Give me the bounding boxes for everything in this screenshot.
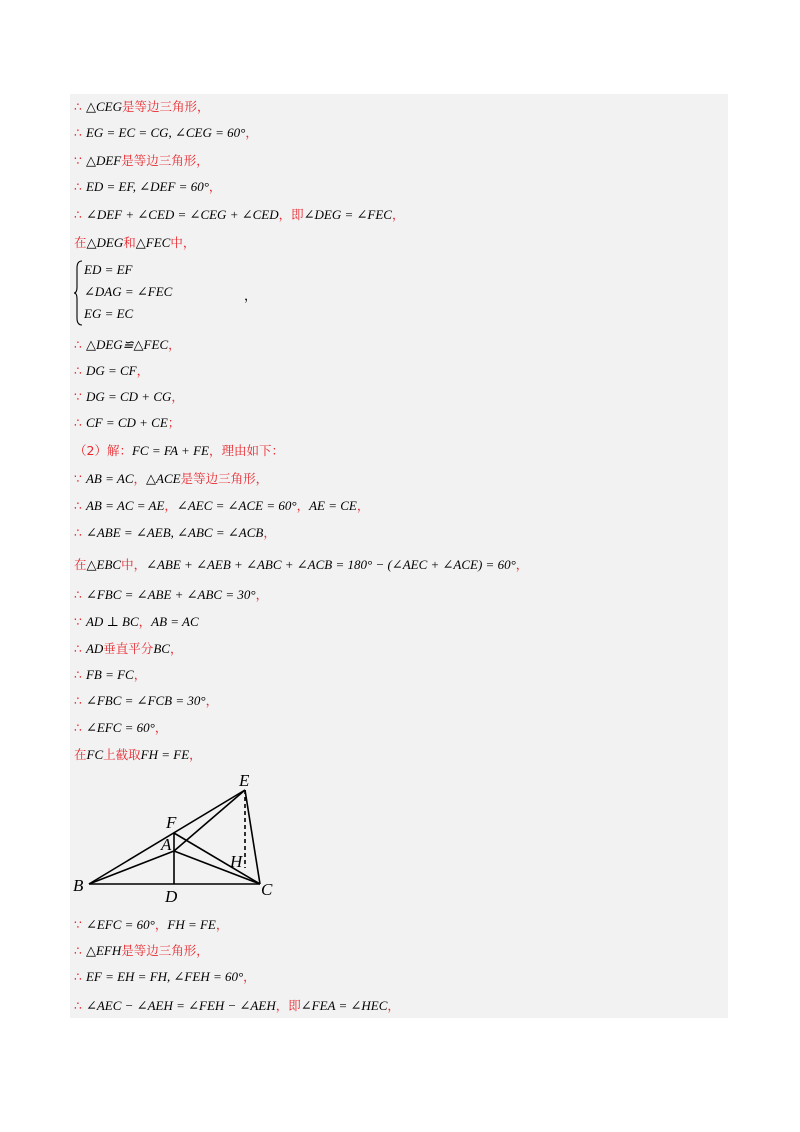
math-expression: ∠EFC = 60° [85,917,155,932]
logic-symbol: ∴ [74,179,82,194]
geometry-figure [70,772,310,907]
logic-symbol: ∴ [74,998,82,1013]
line-text: 和 [123,235,136,250]
line-text: ， [154,917,168,932]
solution-line [74,178,221,197]
logic-symbol: ∴ [74,99,82,114]
math-expression: ∠DEG = ∠FEC [303,207,392,222]
line-text: 上截取 [103,747,141,762]
line-text: ， [356,498,370,513]
math-expression: DG = CD + CG [85,389,172,404]
logic-symbol: ∵ [74,614,82,629]
line-prefix: 在 [74,747,87,762]
line-text: 垂直平分 [103,641,154,656]
logic-symbol: ∴ [74,587,82,602]
solution-line [74,942,209,961]
math-expression: △DEG [86,235,124,250]
segment-BA [89,851,174,884]
solution-line [74,640,182,659]
math-expression: ∠ABE + ∠AEB + ∠ABC + ∠ACB = 180° − (∠AEC + ∠ACE) = 60° [146,557,516,572]
line-text: 是等边三角形， [121,99,210,114]
math-expression: ∠EFC = 60° [85,720,155,735]
system-eq-3: EG = EC [84,306,134,321]
segment-AE [174,790,245,851]
line-text: ， [296,498,310,513]
math-expression: BC [153,641,170,656]
math-expression: DG = CF [85,363,137,378]
system-comma: ， [244,289,258,304]
label-D: D [165,887,178,906]
logic-symbol: ∴ [74,943,82,958]
logic-symbol: ∴ [74,693,82,708]
math-expression: CF = CD + CE [85,415,168,430]
line-text: ， [154,720,168,735]
line-text: ， [243,969,256,984]
line-text: ， [171,389,184,404]
left-brace-icon [74,260,84,326]
line-text: ， [255,587,269,602]
math-expression: ∠AEC = ∠ACE = 60° [176,498,297,513]
line-text: 是等边三角形， [180,471,269,486]
logic-symbol: ∴ [74,667,82,682]
math-expression: ∠AEC − ∠AEH = ∠FEH − ∠AEH [85,998,276,1013]
math-expression: ∠DEF + ∠CED = ∠CEG + ∠CED [85,207,279,222]
line-text: ，即 [275,998,301,1013]
math-expression: ∠FBC = ∠ABE + ∠ABC = 30° [85,587,256,602]
math-expression: ED = EF, ∠DEF = 60° [85,179,209,194]
label-C: C [261,880,273,899]
math-expression: AD ⊥ BC [85,614,139,629]
line-text: ， [133,471,146,486]
line-text: ， [263,525,276,540]
logic-symbol: ∴ [74,125,82,140]
logic-symbol: ∴ [74,720,82,735]
solution-line [74,666,146,685]
line-text: ， [208,179,222,194]
math-expression: AB = AC [151,614,199,629]
solution-line [74,497,369,516]
logic-symbol: ∴ [74,498,82,513]
solution-line [74,362,149,381]
line-text: ， [205,693,219,708]
math-expression: FH = FE [140,747,190,762]
solution-line [74,124,258,143]
logic-symbol: ∵ [74,917,82,932]
line-text: ， [245,125,258,140]
solution-line [74,556,528,575]
logic-symbol: ∴ [74,641,82,656]
math-expression: FC [86,747,104,762]
math-expression: △CEG [85,99,122,114]
system-eq-2: ∠DAG = ∠FEC [84,284,173,299]
logic-symbol: ∴ [74,363,82,378]
line-text: 是等边三角形， [121,943,209,958]
line-text: ， [515,557,529,572]
math-expression: AD [85,641,104,656]
solution-line [74,442,284,461]
solution-line [74,613,199,632]
math-expression: △DEF [85,153,122,168]
solution-line [74,470,268,489]
solution-line [74,152,209,171]
math-expression: FC = FA + FE [131,443,209,458]
logic-symbol: ∵ [74,153,82,168]
label-A: A [161,835,172,854]
segment-AC [174,851,260,884]
line-text: ， [215,917,229,932]
math-expression: ∠FBC = ∠FCB = 30° [85,693,206,708]
line-text: ， [387,998,400,1013]
solution-line [74,916,228,935]
line-text: ， [169,641,183,656]
equation-system [74,260,274,326]
line-text: ， [138,614,152,629]
math-expression: AB = AC = AE [85,498,165,513]
logic-symbol: ∴ [74,969,82,984]
math-expression: ∠ABE = ∠AEB, ∠ABC = ∠ACB [85,525,264,540]
line-text: ， [168,337,181,352]
solution-line [74,414,180,433]
math-expression: △FEC [135,235,171,250]
solution-line [74,719,167,738]
math-expression: △DEG≌△FEC [85,337,169,352]
solution-line [74,206,404,225]
label-B: B [73,876,84,895]
math-expression: FB = FC [85,667,134,682]
logic-symbol: ∴ [74,415,82,430]
solution-line [74,997,400,1016]
line-text: ，理由如下： [208,443,284,458]
solution-line [74,524,276,543]
math-expression: FH = FE [167,917,216,932]
solution-line [74,388,184,407]
solution-line [74,746,202,765]
line-prefix: （2）解： [74,443,132,458]
logic-symbol: ∵ [74,389,82,404]
logic-symbol: ∴ [74,207,82,222]
line-prefix: 在 [74,235,87,250]
math-expression: AE = CE [309,498,357,513]
solution-line [74,234,195,253]
logic-symbol: ∴ [74,525,82,540]
line-text: 中， [121,557,147,572]
math-expression: △EBC [86,557,122,572]
math-expression: EF = EH = FH, ∠FEH = 60° [85,969,244,984]
line-text: ， [391,207,405,222]
logic-symbol: ∵ [74,471,82,486]
line-text: ， [133,667,147,682]
math-expression: ∠FEA = ∠HEC [300,998,388,1013]
label-H: H [230,852,243,871]
line-text: ， [189,747,202,762]
solution-line [74,586,268,605]
line-text: ，即 [278,207,304,222]
math-expression: △ACE [146,471,181,486]
logic-symbol: ∴ [74,337,82,352]
line-text: ， [164,498,177,513]
segment-EC [245,790,260,884]
label-E: E [239,772,250,790]
line-text: ， [136,363,150,378]
line-prefix: 在 [74,557,87,572]
math-expression: △EFH [85,943,122,958]
line-text: 是等边三角形， [121,153,209,168]
line-text: ； [167,415,181,430]
math-expression: AB = AC [85,471,134,486]
label-F: F [166,813,177,832]
line-text: 中， [170,235,196,250]
solution-line [74,968,256,987]
solution-line [74,98,209,117]
math-expression: EG = EC = CG, ∠CEG = 60° [85,125,246,140]
solution-line [74,336,181,355]
solution-line [74,692,218,711]
system-eq-1: ED = EF [84,262,133,277]
